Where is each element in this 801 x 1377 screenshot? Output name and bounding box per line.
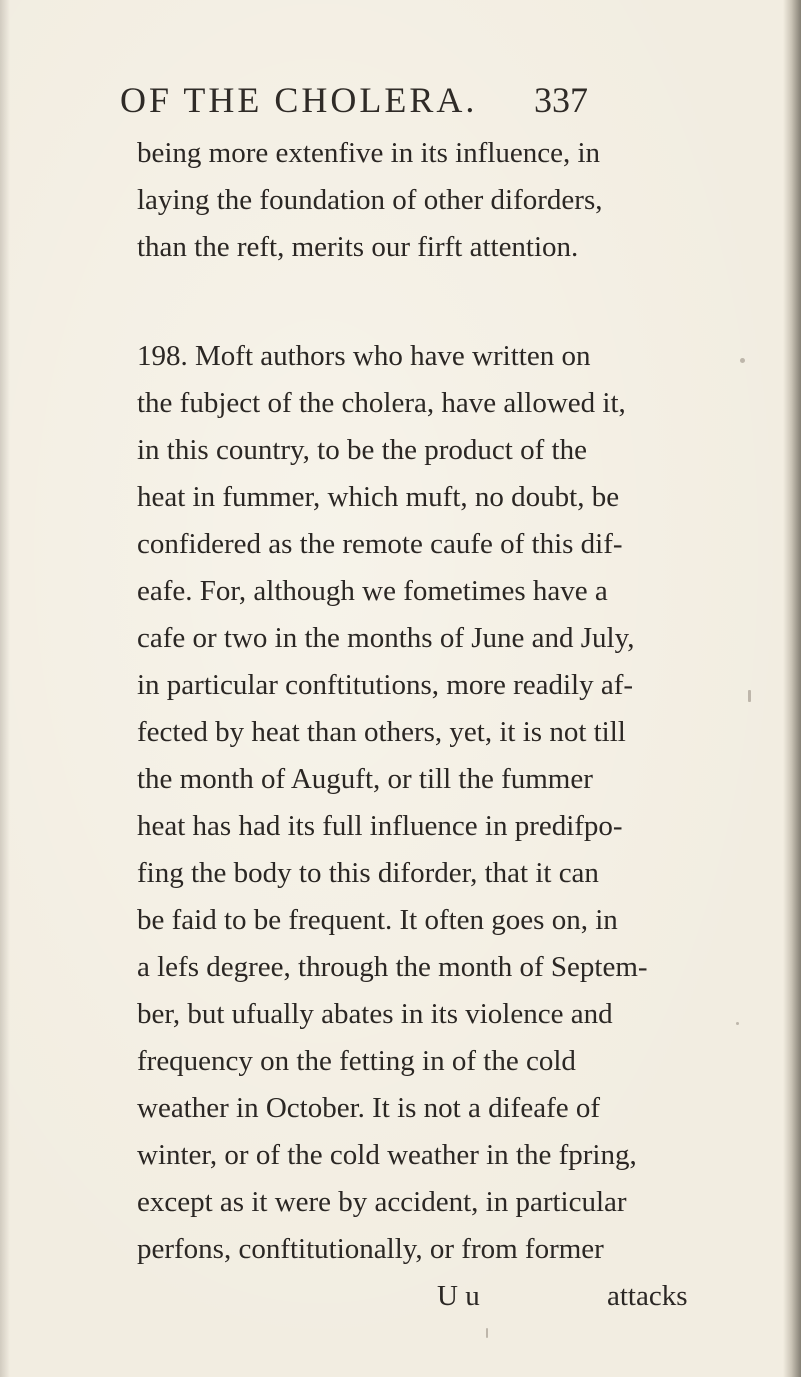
text-line: laying the foundation of other diforders,: [137, 184, 603, 216]
page-header: [120, 78, 600, 128]
text-line: fected by heat than others, yet, it is not till: [137, 716, 626, 748]
page-number: 337: [534, 80, 588, 120]
text-line: heat in fummer, which muft, no doubt, be: [137, 481, 620, 513]
paragraph-198-line: 198. Moft authors who have written on: [137, 340, 591, 372]
text-line: except as it were by accident, in particular: [137, 1186, 627, 1218]
text-line: frequency on the fetting in of the cold: [137, 1045, 576, 1077]
text-line: winter, or of the cold weather in the fpring,: [137, 1139, 637, 1171]
signature-mark: U u: [437, 1280, 480, 1312]
page-footer: [137, 1276, 787, 1316]
text-line: ber, but ufually abates in its violence and: [137, 998, 613, 1030]
text-line: heat has had its full influence in predifpo-: [137, 810, 623, 842]
text-line: than the reft, merits our firft attention.: [137, 231, 579, 263]
text-line: being more extenfive in its influence, in: [137, 137, 601, 169]
page-binding-edge: [783, 0, 801, 1377]
text-line: the fubject of the cholera, have allowed it,: [137, 387, 626, 419]
page-gutter-shadow: [0, 0, 10, 1377]
text-line: weather in October. It is not a difeafe of: [137, 1092, 601, 1124]
text-line: eafe. For, although we fometimes have a: [137, 575, 608, 607]
running-title: OF THE CHOLERA.: [120, 80, 478, 120]
catchword: attacks: [607, 1280, 688, 1312]
paper-speck: [486, 1328, 488, 1338]
paper-speck: [740, 358, 745, 363]
paper-speck: [748, 690, 751, 702]
text-line: cafe or two in the months of June and July,: [137, 622, 635, 654]
paper-speck: [736, 1022, 739, 1025]
text-line: a lefs degree, through the month of Septem-: [137, 951, 648, 983]
text-line: confidered as the remote caufe of this dif-: [137, 528, 623, 560]
text-line: perfons, conftitutionally, or from former: [137, 1233, 604, 1265]
text-line: be faid to be frequent. It often goes on, in: [137, 904, 618, 936]
text-line: in this country, to be the product of the: [137, 434, 587, 466]
text-line: fing the body to this diforder, that it can: [137, 857, 599, 889]
text-line: in particular conftitutions, more readily af-: [137, 669, 634, 701]
text-line: the month of Auguft, or till the fummer: [137, 763, 593, 795]
